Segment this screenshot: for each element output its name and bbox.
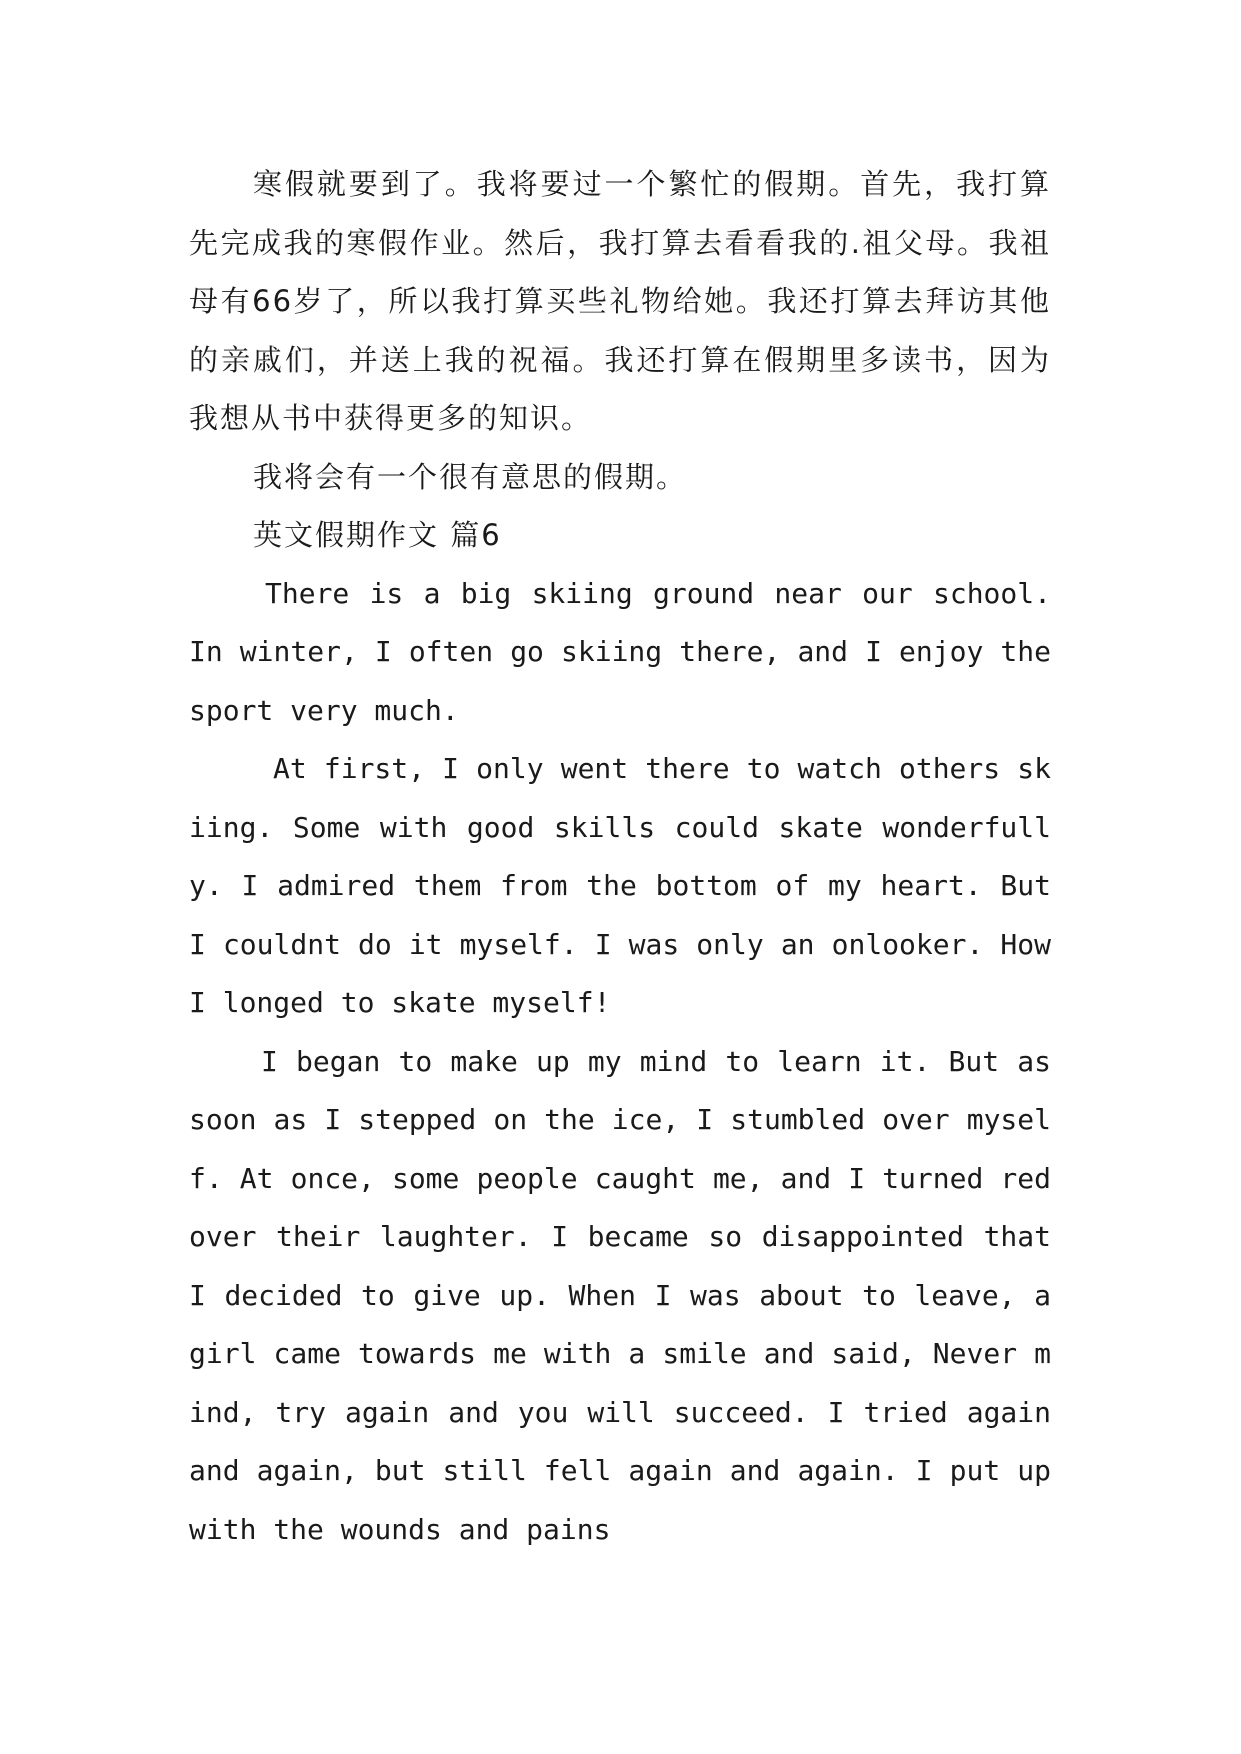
paragraph-interesting-vacation: 我将会有一个很有意思的假期。 [253, 459, 688, 494]
paragraph-winter-vacation-plan: 寒假就要到了。我将要过一个繁忙的假期。首先，我打算先完成我的寒假作业。然后，我打算去看看我的.祖父母。我祖母有66岁了，所以我打算买些礼物给她。我还打算去拜访其他的亲戚们，并送上我的祝福。我还打算在假期里多读书，因为我想从书中获得更多的知识。 [189, 167, 1051, 435]
paragraph-began-to-learn: I began to make up my mind to learn it. But as soon as I stepped on the ice, I stumbled over myself. At once, some people caught me, and I turned red over their laughter. I became so disappointed that I decided to give up. When I was about to leave, a girl came towards me with a smile and said, Never mind, try again and you will succeed. I tried again and again, but still fell again and again. I put up with the wounds and pains [189, 1044, 1051, 1546]
document-page [189, 155, 1051, 1559]
section-heading: 英文假期作文 篇6 [253, 518, 502, 552]
paragraph-at-first: At first, I only went there to watch others skiing. Some with good skills could skate wonderfully. I admired them from the bottom of my heart. But I couldnt do it myself. I was only an onlooker. How I longed to skate myself! [189, 752, 1051, 1019]
paragraph-skiing-ground: There is a big skiing ground near our school. In winter, I often go skiing there, and I enjoy the sport very much. [189, 576, 1051, 727]
